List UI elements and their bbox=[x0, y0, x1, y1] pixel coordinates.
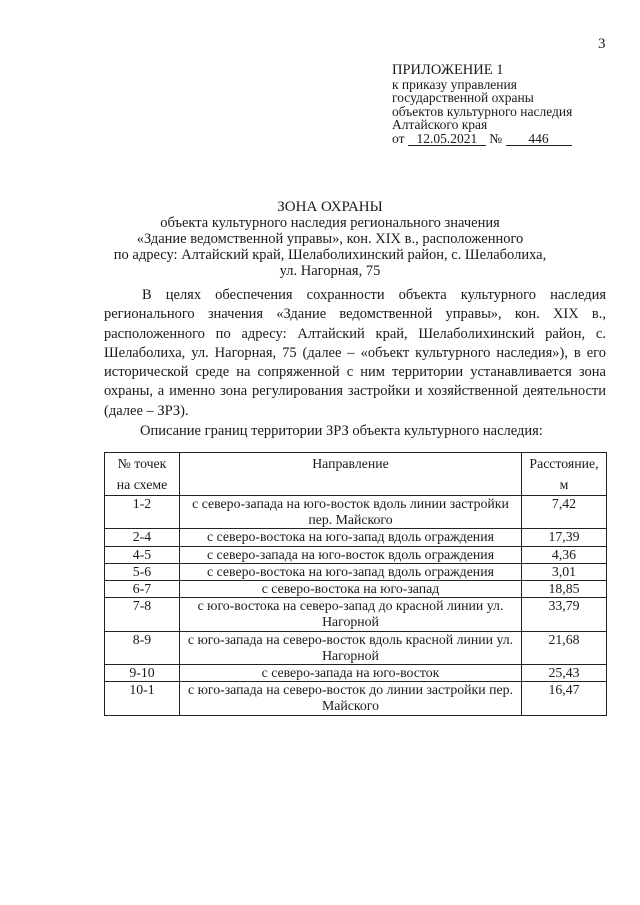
cell-distance: 33,79 bbox=[522, 598, 607, 631]
page-number: 3 bbox=[598, 36, 606, 52]
cell-distance: 4,36 bbox=[522, 546, 607, 563]
appendix-line: объектов культурного наследия bbox=[392, 103, 573, 119]
appendix-block bbox=[392, 64, 572, 146]
cell-direction: с северо-востока на юго-запад вдоль ограждения bbox=[180, 529, 522, 546]
table-row bbox=[105, 529, 607, 546]
cell-direction: с северо-востока на юго-запад вдоль ограждения bbox=[180, 563, 522, 580]
table-caption: Описание границ территории ЗРЗ объекта культурного наследия: bbox=[140, 423, 543, 439]
cell-direction: с юго-востока на северо-запад до красной линии ул. Нагорной bbox=[180, 598, 522, 631]
table-row bbox=[105, 598, 607, 631]
appendix-date-line bbox=[392, 132, 572, 146]
cell-direction: с юго-запада на северо-восток до линии застройки пер. Майского bbox=[180, 682, 522, 715]
cell-distance: 18,85 bbox=[522, 581, 607, 598]
cell-distance: 17,39 bbox=[522, 529, 607, 546]
appendix-line: государственной охраны bbox=[392, 90, 534, 105]
cell-direction: с северо-запада на юго-восток вдоль ограждения bbox=[180, 546, 522, 563]
cell-points: 9-10 bbox=[105, 665, 180, 682]
table-row bbox=[105, 546, 607, 563]
header-points-line: на схеме bbox=[116, 477, 168, 492]
cell-distance: 21,68 bbox=[522, 631, 607, 664]
heading-line: по адресу: Алтайский край, Шелаболихинский район, с. Шелаболиха, bbox=[113, 247, 547, 263]
body-section bbox=[104, 286, 606, 421]
header-points-line: № точек bbox=[117, 456, 167, 471]
cell-points: 5-6 bbox=[105, 563, 180, 580]
document-heading bbox=[100, 199, 560, 279]
cell-points: 8-9 bbox=[105, 631, 180, 664]
boundaries-table bbox=[104, 452, 607, 716]
table-header-row bbox=[105, 453, 607, 496]
appendix-line: к приказу управления bbox=[392, 76, 517, 92]
table-row bbox=[105, 682, 607, 715]
document-title: ЗОНА ОХРАНЫ bbox=[277, 199, 383, 215]
cell-distance: 25,43 bbox=[522, 665, 607, 682]
table-row bbox=[105, 581, 607, 598]
table-row bbox=[105, 496, 607, 529]
table-row bbox=[105, 631, 607, 664]
cell-points: 4-5 bbox=[105, 546, 180, 563]
appendix-line: Алтайского края bbox=[392, 117, 488, 132]
header-distance-line: м bbox=[559, 477, 569, 492]
cell-points: 10-1 bbox=[105, 682, 180, 715]
cell-points: 7-8 bbox=[105, 598, 180, 631]
cell-points: 2-4 bbox=[105, 529, 180, 546]
cell-direction: с юго-запада на северо-восток вдоль красной линии ул. Нагорной bbox=[180, 631, 522, 664]
cell-points: 6-7 bbox=[105, 581, 180, 598]
order-date: 12.05.2021 bbox=[408, 133, 486, 146]
cell-distance: 7,42 bbox=[522, 496, 607, 529]
cell-direction: с северо-запада на юго-восток bbox=[180, 665, 522, 682]
cell-direction: с северо-запада на юго-восток вдоль линии застройки пер. Майского bbox=[180, 496, 522, 529]
cell-points: 1-2 bbox=[105, 496, 180, 529]
header-direction: Направление bbox=[180, 453, 522, 496]
header-distance-line: Расстояние, bbox=[529, 456, 599, 471]
table-row bbox=[105, 563, 607, 580]
order-number: 446 bbox=[506, 133, 572, 146]
number-sign: № bbox=[489, 130, 503, 146]
heading-line: «Здание ведомственной управы», кон. XIX в., расположенного bbox=[136, 231, 524, 247]
appendix-title: ПРИЛОЖЕНИЕ 1 bbox=[392, 62, 504, 78]
header-points bbox=[105, 453, 180, 496]
cell-distance: 3,01 bbox=[522, 563, 607, 580]
table-row bbox=[105, 665, 607, 682]
cell-distance: 16,47 bbox=[522, 682, 607, 715]
heading-line: ул. Нагорная, 75 bbox=[279, 263, 381, 279]
body-paragraph: В целях обеспечения сохранности объекта культурного наследия регионального значения «Здание ведомственной управы», кон. XIX в., расположенного по адресу: Алтайский край, Шелаболихинский район, с. Шелаболиха, ул. Нагорная, 75 (далее – «объект культурного наследия»), в его исторической среде на сопряженной с ним территории устанавливается зона охраны, а именно зона регулирования застройки и хозяйственной деятельности (далее – ЗРЗ). bbox=[104, 287, 606, 419]
cell-direction: с северо-востока на юго-запад bbox=[180, 581, 522, 598]
heading-line: объекта культурного наследия регионального значения bbox=[160, 215, 500, 231]
date-prefix: от bbox=[392, 130, 405, 146]
header-distance bbox=[522, 453, 607, 496]
